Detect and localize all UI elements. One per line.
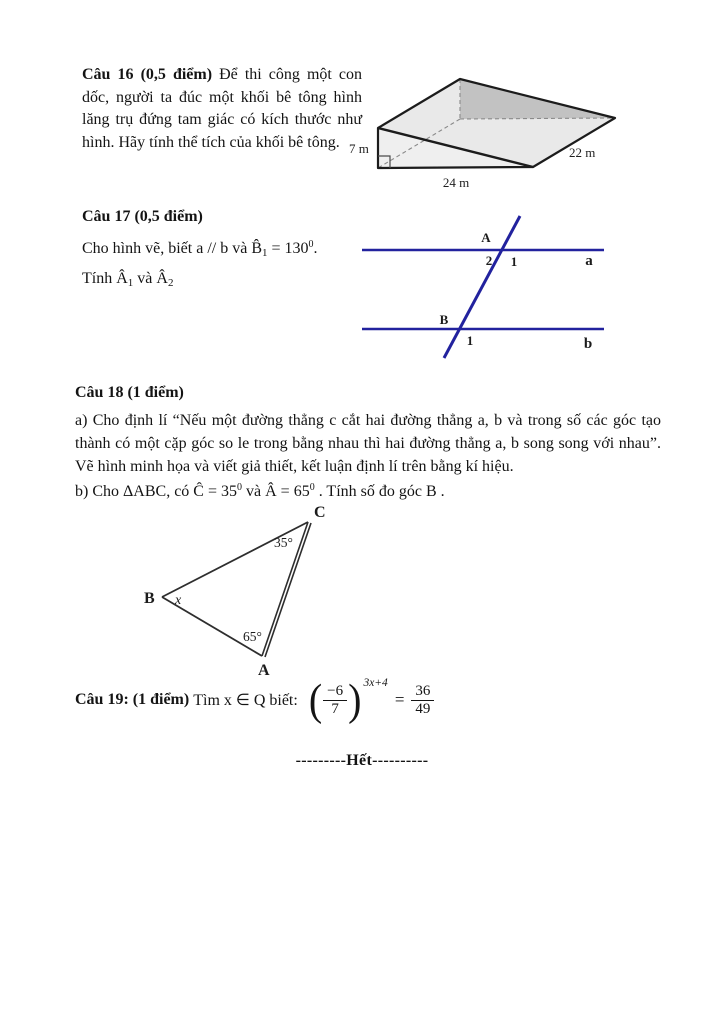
angle-1b-label: 1 xyxy=(466,333,474,348)
vertex-A-label: A xyxy=(258,662,270,679)
rhs-numerator: 36 xyxy=(411,683,434,701)
question-19-heading: Câu 19: (1 điểm) xyxy=(75,691,194,708)
q18b-eq2: = 65 xyxy=(276,483,310,500)
angle-B-sub: 1 xyxy=(261,247,268,259)
angle-A-hat: Â xyxy=(265,483,277,500)
q18b-text1: b) Cho ΔABC, có xyxy=(75,483,194,500)
line-b-label: b xyxy=(583,336,593,352)
end-marker: ---------Hết---------- xyxy=(295,752,429,769)
question-16-heading: Câu 16 (0,5 điểm) xyxy=(82,66,220,83)
angle-A-value-label: 65° xyxy=(243,629,262,644)
angle-A1-hat: Â xyxy=(116,270,128,287)
question-16-body: Để thi công một con dốc, người ta đúc một khối bê tông hình lăng trụ đứng tam giác có kích thước như hình. Hãy tính thể tích của khối bê tông. xyxy=(82,66,362,151)
equals-sign: = xyxy=(394,690,405,709)
vertex-C-label: C xyxy=(314,504,326,521)
question-16 xyxy=(82,64,362,154)
lhs-denominator: 7 xyxy=(331,700,339,717)
q17-line2-text: Tính xyxy=(82,270,117,287)
q18b-eq1: = 35 xyxy=(203,483,237,500)
angle-1a-label: 1 xyxy=(510,254,518,269)
prism-depth-label: 22 m xyxy=(569,145,596,160)
angle-B-hat: B̂ xyxy=(251,240,262,257)
lhs-numerator: −6 xyxy=(323,683,347,701)
angle-C-value-label: 35° xyxy=(274,535,293,550)
footer xyxy=(0,752,724,770)
q17-line2-and: và xyxy=(133,270,157,287)
rhs-fraction xyxy=(411,683,434,718)
vertex-B-label: B xyxy=(144,590,155,607)
question-17-line1 xyxy=(82,236,318,262)
q17-line1-text: Cho hình vẽ, biết a // b và xyxy=(82,240,252,257)
angle-C-hat: Ĉ xyxy=(193,483,204,500)
prism-height-label: 7 m xyxy=(349,141,369,156)
q18b-and: và xyxy=(242,483,266,500)
angle-B-x-label: x xyxy=(175,593,182,608)
line-a-label: a xyxy=(585,253,593,269)
prism-figure xyxy=(338,60,668,195)
question-19 xyxy=(75,672,434,728)
q18b-text2: . Tính số đo góc B . xyxy=(314,483,445,500)
question-19-prompt: Tìm x ∈ Q biết: xyxy=(193,692,302,709)
question-18-part-a: a) Cho định lí “Nếu một đường thẳng c cắt hai đường thẳng a, b và trong số các góc tạo thành có một cặp góc so le trong bằng nhau thì hai đường thẳng a, b song song với nhau”. Vẽ hình minh họa và viết giả thiết, kết luận định lí trên bằng kí hiệu. xyxy=(75,412,661,476)
q17-line1-eq: = 130 xyxy=(267,240,309,257)
question-18-heading: Câu 18 (1 điểm) xyxy=(75,384,184,401)
lhs-fraction xyxy=(323,683,347,718)
angle-A2-sub: 2 xyxy=(167,277,174,289)
question-17-line2 xyxy=(82,266,173,292)
prism-base-label: 24 m xyxy=(442,175,470,190)
point-B-label: B xyxy=(439,312,449,327)
triangle-figure xyxy=(128,502,340,682)
exponent: 3x+4 xyxy=(363,677,388,689)
q17-degree-sup: 0 xyxy=(308,239,314,250)
point-A-label: A xyxy=(481,230,491,245)
rhs-denominator: 49 xyxy=(415,700,431,717)
q17-line1-period: . xyxy=(313,240,318,257)
angle-A1-sub: 1 xyxy=(127,277,134,289)
angle-2-label: 2 xyxy=(485,253,493,268)
angle-A2-hat: Â xyxy=(156,270,168,287)
question-17-heading: Câu 17 (0,5 điểm) xyxy=(82,208,203,225)
q18b-deg2: 0 xyxy=(309,482,315,493)
q18b-deg1: 0 xyxy=(237,482,242,493)
q19-equation: ( $\frac{-6}{7}$ ) 3x+4 = $\frac{36}{49}$ xyxy=(308,683,435,718)
parallel-lines-figure xyxy=(360,208,665,363)
